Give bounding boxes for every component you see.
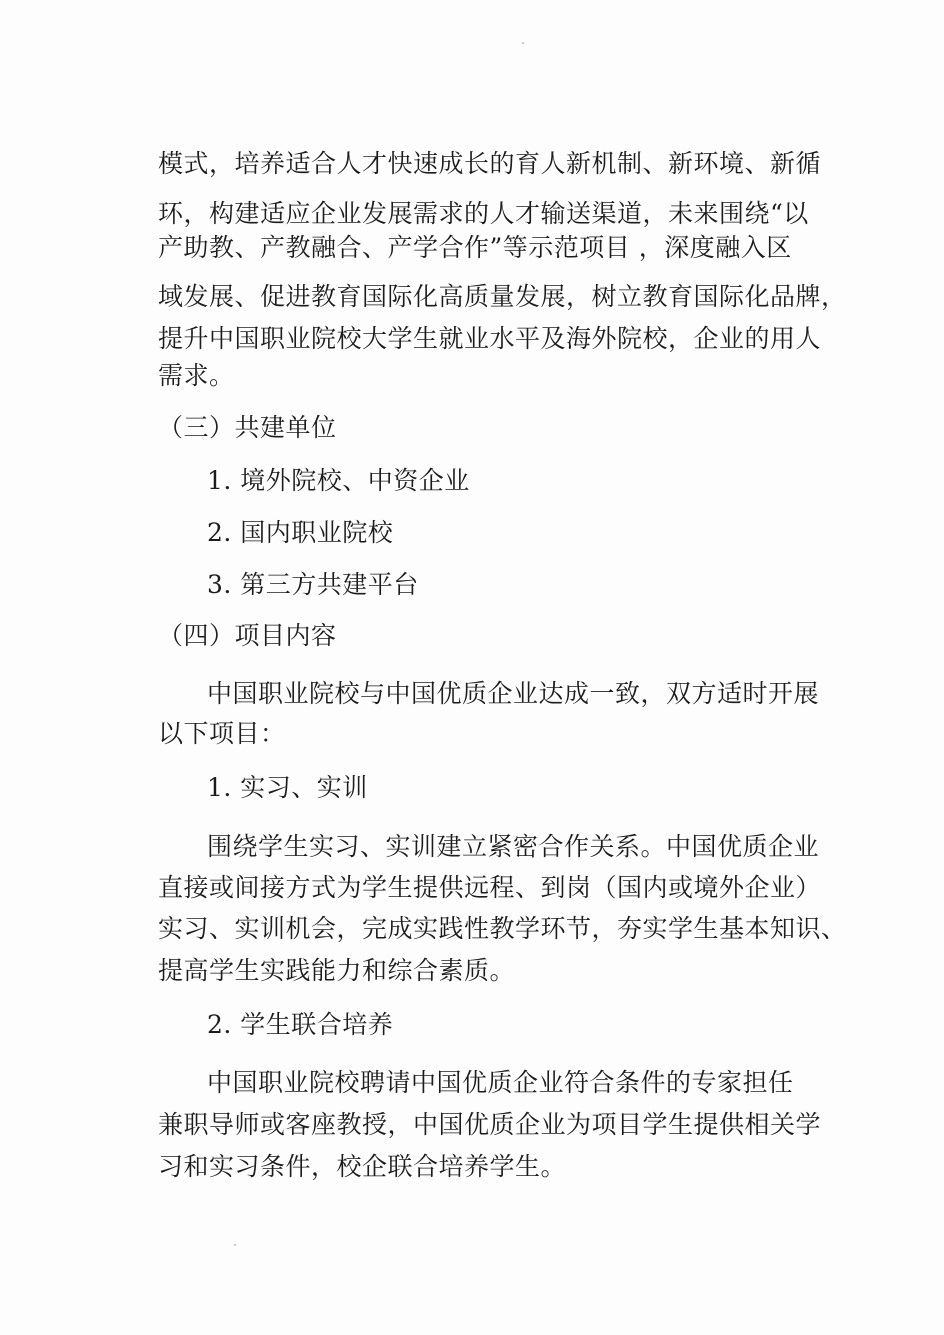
list-item-2: 2. 国内职业院校: [207, 518, 394, 547]
list-item-1: 1. 境外院校、中资企业: [207, 466, 470, 495]
section-heading-4: （四）项目内容: [158, 621, 337, 650]
paragraph-line-6: 需求。: [158, 361, 235, 390]
paragraph-line-1: 模式，培养适合人才快速成长的育人新机制、新环境、新循: [158, 149, 822, 178]
paragraph-intro-line-1: 中国职业院校与中国优质企业达成一致，双方适时开展: [207, 679, 820, 708]
subheading-joint-training: 2. 学生联合培养: [207, 1010, 394, 1039]
internship-line-1: 围绕学生实习、实训建立紧密合作关系。中国优质企业: [207, 832, 820, 861]
internship-line-3: 实习、实训机会，完成实践性教学环节，夯实学生基本知识、: [158, 914, 847, 943]
joint-training-line-3: 习和实习条件，校企联合培养学生。: [158, 1152, 567, 1181]
subheading-internship: 1. 实习、实训: [207, 773, 368, 802]
scan-speck: [522, 42, 524, 44]
paragraph-intro-line-2: 以下项目：: [158, 719, 286, 748]
paragraph-line-3: 产助教、产教融合、产学合作”等示范项目 ，深度融入区: [158, 233, 792, 262]
section-heading-3: （三）共建单位: [158, 413, 337, 442]
scan-speck: [234, 1244, 236, 1246]
paragraph-line-5: 提升中国职业院校大学生就业水平及海外院校，企业的用人: [158, 324, 822, 353]
paragraph-line-2: 环，构建适应企业发展需求的人才输送渠道，未来围绕“以: [158, 199, 809, 228]
list-item-3: 3. 第三方共建平台: [207, 570, 419, 599]
internship-line-4: 提高学生实践能力和综合素质。: [158, 956, 516, 985]
internship-line-2: 直接或间接方式为学生提供远程、到岗（国内或境外企业）: [158, 873, 822, 902]
joint-training-line-2: 兼职导师或客座教授，中国优质企业为项目学生提供相关学: [158, 1110, 822, 1139]
paragraph-line-4: 域发展、促进教育国际化高质量发展，树立教育国际化品牌，: [158, 282, 847, 311]
joint-training-line-1: 中国职业院校聘请中国优质企业符合条件的专家担任: [207, 1068, 794, 1097]
